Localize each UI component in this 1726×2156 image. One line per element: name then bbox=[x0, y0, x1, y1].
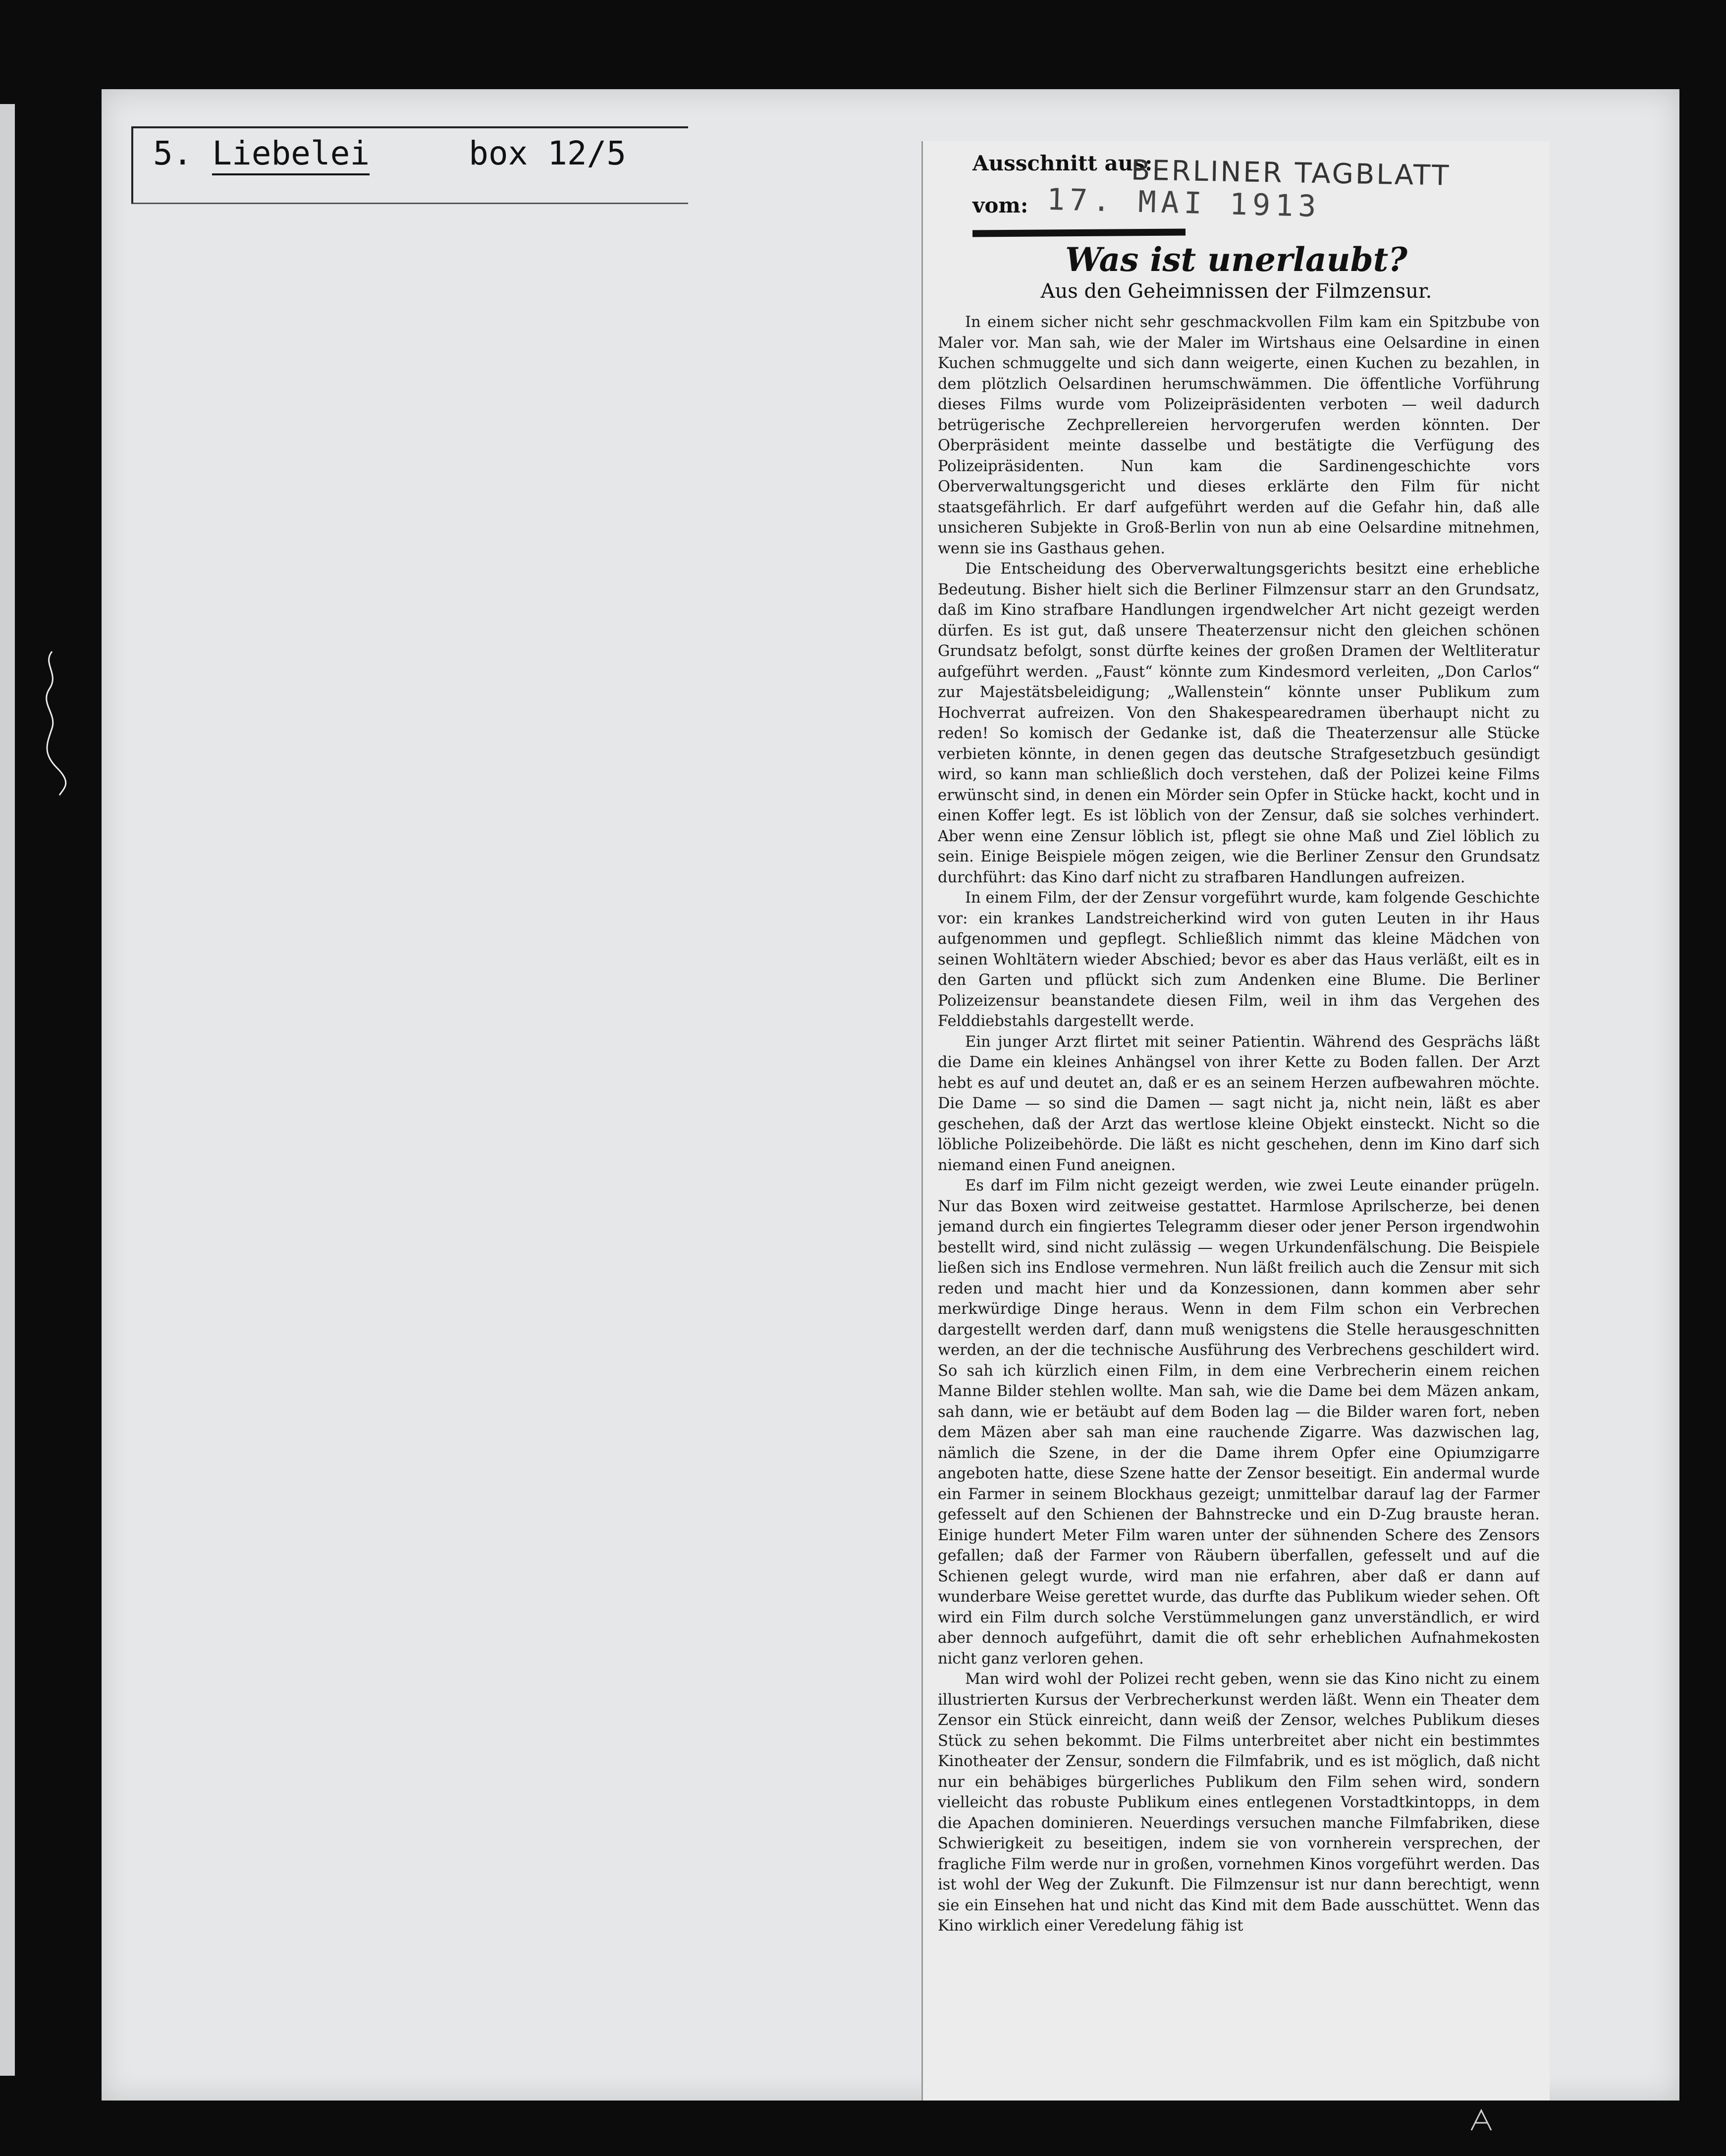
newspaper-clipping bbox=[921, 141, 1550, 2101]
pencil-mark-icon bbox=[37, 649, 72, 798]
date-stamp: 17. MAI 1913 bbox=[1046, 182, 1322, 224]
article-paragraph: Es darf im Film nicht gezeigt werden, wie zwei Leute einander prügeln. Nur das Boxen wird zeitweise gestattet. Harmlose Aprilscherze, bei denen jemand durch ein fingiertes Telegramm dieser oder jener Person irgendwohin bestellt wird, sind nicht zulässig — wegen Urkundenfälschung. Die Beispiele ließen sich ins Endlose vermehren. Nun läßt freilich auch die Zensur mit sich reden und macht hier und da Konzessionen, dann kommen aber sehr merkwürdige Dinge heraus. Wenn in dem Film schon ein Verbrechen dargestellt werden darf, dann muß wenigstens die Stelle herausgeschnitten werden, an der die technische Ausführung des Verbrechens geschildert wird. So sah ich kürzlich einen Film, in dem eine Verbrecherin einem reichen Manne Bilder stehlen wollte. Man sah, wie die Dame bei dem Mäzen ankam, sah dann, wie er betäubt auf dem Boden lag — die Bilder waren fort, neben dem Mäzen aber sah man eine rauchende Zigarre. Was dazwischen lag, nämlich die Szene, in der die Dame ihrem Opfer eine Opiumzigarre angeboten hatte, diese Szene hatte der Zensor beseitigt. Ein andermal wurde ein Farmer in seinem Blockhaus gezeigt; unmittelbar darauf lag der Farmer gefesselt auf den Schienen der Bahnstrecke und ein D-Zug brauste heran. Einige hundert Meter Film waren unter der sühnenden Schere des Zensors gefallen; daß der Farmer von Räubern überfallen, gefesselt und auf die Schienen gelegt wurde, wird man nie erfahren, aber daß er dann auf wunderbare Weise gerettet wurde, das durfte das Publikum wieder sehen. Oft wird ein Film durch solche Verstümmelungen ganz unverständlich, er wird aber dennoch aufgeführt, damit die oft sehr erheblichen Aufnahmekosten nicht ganz verloren gehen. bbox=[938, 1177, 1540, 1668]
clipping-header bbox=[972, 146, 1542, 225]
archive-label-text bbox=[153, 134, 626, 172]
article-headline: Was ist unerlaubt? bbox=[1065, 240, 1407, 279]
archive-number: 5. bbox=[153, 134, 193, 172]
article-paragraph: Man wird wohl der Polizei recht geben, wenn sie das Kino nicht zu einem illustrierten Kursus der Verbrecherkunst werden läßt. Wenn ein Theater dem Zensor ein Stück einreicht, dann weiß der Zensor, welches Publikum dieses Stück zu sehen bekommt. Die Films unterbreitet aber nicht ein bestimmtes Kinotheater der Zensur, sondern die Filmfabrik, und es ist möglich, daß nicht nur ein behäbiges bürgerliches Publikum den Film sehen wird, sondern vielleicht das robuste Publikum eines entlegenen Vorstadtkintopps, in dem die Apachen dominieren. Neuerdings versuchen manche Filmfabriken, diese Schwierigkeit zu beseitigen, indem sie von vornherein versprechen, der fragliche Film werde nur in großen, vornehmen Kinos vorgeführt werden. Das ist wohl der Weg der Zukunft. Die Filmzensur ist nur dann berechtigt, wenn sie ein Einsehen hat und nicht das Kind mit dem Bade ausschüttet. Wenn das Kino wirklich einer Veredelung fähig ist bbox=[938, 1671, 1540, 1935]
archive-label bbox=[131, 126, 688, 204]
archive-title: Liebelei bbox=[212, 134, 370, 175]
newspaper-stamp: BERLINER TAGBLATT bbox=[1131, 154, 1451, 192]
adjacent-page-edge bbox=[0, 104, 15, 2076]
article-paragraph: In einem Film, der der Zensur vorgeführt wurde, kam folgende Geschichte vor: ein krankes Landstreicherkind wird von guten Leuten in ihr Haus aufgenommen und gepflegt. Schließlich nimmt das kleine Mädchen von seinen Wohltätern wieder Abschied; bevor es aber das Haus verläßt, eilt es in den Garten und pflückt sich zum Andenken eine Blume. Die Berliner Polizeizensur beanstandete diesen Film, weil in ihm das Vergehen des Felddiebstahls dargestellt werde. bbox=[938, 889, 1540, 1030]
article-subheadline: Aus den Geheimnissen der Filmzensur. bbox=[1040, 280, 1432, 303]
source-label: Ausschnitt aus: bbox=[972, 151, 1153, 175]
archive-box: box 12/5 bbox=[469, 134, 627, 172]
article-body bbox=[938, 312, 1540, 2096]
header-rule bbox=[972, 228, 1186, 237]
article-paragraph: Ein junger Arzt flirtet mit seiner Patientin. Während des Gesprächs läßt die Dame ein kleines Anhängsel von ihrer Kette zu Boden fallen. Der Arzt hebt es auf und deutet an, daß er es an seinem Herzen aufbewahren möchte. Die Dame — so sind die Damen — sagt nicht ja, nicht nein, läßt es aber geschehen, daß der Arzt das wertlose kleine Objekt einsteckt. Nicht so die löbliche Polizeibehörde. Die läßt es nicht geschehen, denn im Kino darf sich niemand einen Fund aneignen. bbox=[938, 1033, 1540, 1174]
date-label: vom: bbox=[972, 193, 1028, 217]
article-paragraph: Die Entscheidung des Oberverwaltungsgerichts besitzt eine erhebliche Bedeutung. Bisher hielt sich die Berliner Filmzensur starr an den Grundsatz, daß im Kino strafbare Handlungen irgendwelcher Art nicht gezeigt werden dürfen. Es ist gut, daß unsere Theaterzensur nicht den gleichen schönen Grundsatz befolgt, sonst dürfte keines der großen Dramen der Weltliteratur aufgeführt werden. „Faust“ könnte zum Kindesmord verleiten, „Don Carlos“ zur Majestätsbeleidigung; „Wallenstein“ könnte unser Publikum zum Hochverrat aufreizen. Von den Shakespearedramen überhaupt nicht zu reden! So komisch der Gedanke ist, daß die Theaterzensur alle Stücke verbieten könnte, in denen gegen das deutsche Strafgesetzbuch gesündigt wird, so kann man schließlich doch verstehen, daß der Polizei keine Films erwünscht sind, in denen ein Mörder sein Opfer in Stücke hackt, kocht und in einen Koffer legt. Es ist löblich von der Zensur, daß sie solches verhindert. Aber wenn eine Zensur löblich ist, pflegt sie ohne Maß und Ziel löblich zu sein. Einige Beispiele mögen zeigen, wie die Berliner Zensur den Grundsatz durchführt: das Kino darf nicht zu strafbaren Handlungen aufreizen. bbox=[938, 560, 1540, 886]
archive-mark-icon bbox=[1466, 2105, 1496, 2135]
article-paragraph: In einem sicher nicht sehr geschmackvollen Film kam ein Spitzbube von Maler vor. Man sah, wie der Maler im Wirtshaus eine Oelsardine in einen Kuchen schmuggelte und sich dann weigerte, einen Kuchen zu bezahlen, in dem plötzlich Oelsardinen herumschwämmen. Die öffentliche Vorführung dieses Films wurde vom Polizeipräsidenten verboten — weil dadurch betrügerische Zechprellereien hervorgerufen werden könnten. Der Oberpräsident meinte dasselbe und bestätigte die Verfügung des Polizeipräsidenten. Nun kam die Sardinengeschichte vors Oberverwaltungsgericht und dieses erklärte den Film für nicht staatsgefährlich. Er darf aufgeführt werden auf die Gefahr hin, daß alle unsicheren Subjekte in Groß-Berlin von nun ab eine Oelsardine mitnehmen, wenn sie ins Gasthaus gehen. bbox=[938, 314, 1540, 557]
